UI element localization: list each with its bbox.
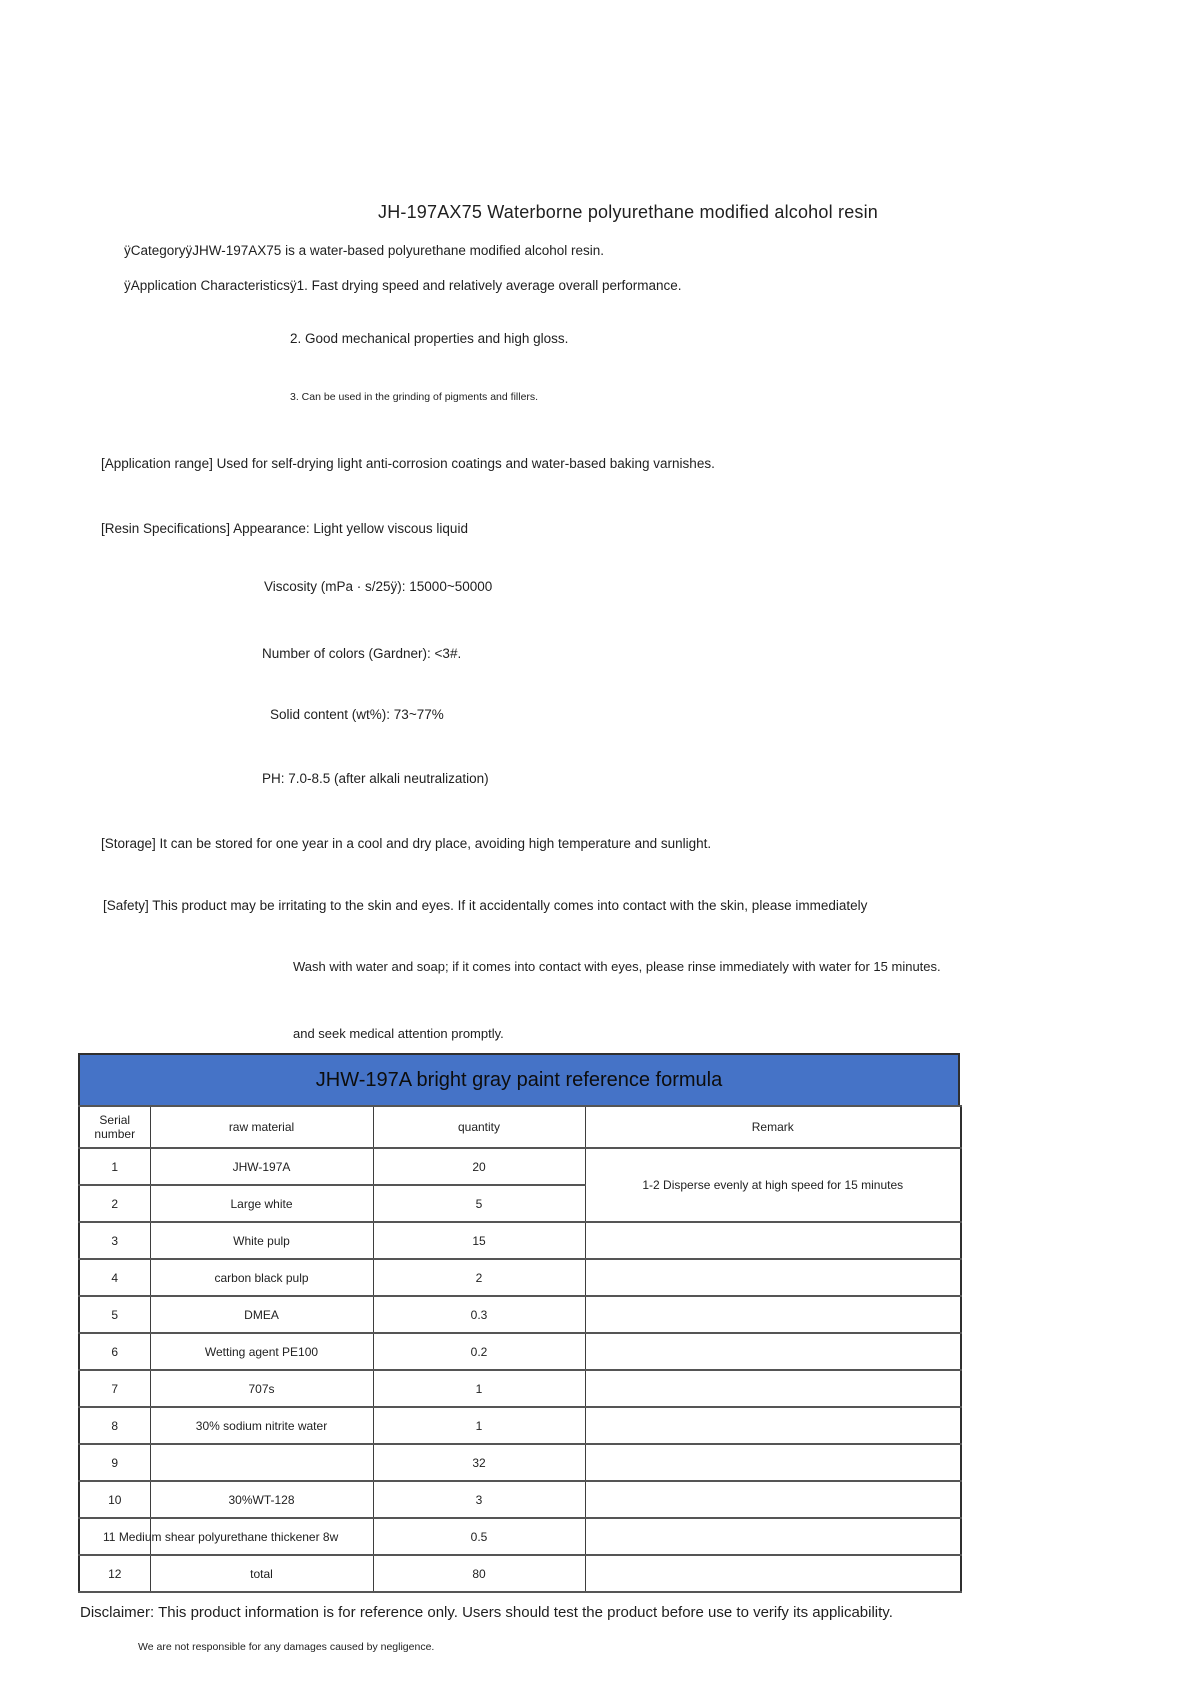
cell-material: JHW-197A — [150, 1148, 373, 1185]
cell-remark — [585, 1222, 961, 1259]
cell-quantity: 2 — [373, 1259, 585, 1296]
cell-serial: 5 — [79, 1296, 150, 1333]
cell-quantity: 0.5 — [373, 1518, 585, 1555]
cell-material: total — [150, 1555, 373, 1592]
cell-serial: 6 — [79, 1333, 150, 1370]
table-row — [79, 1222, 961, 1259]
table-row — [79, 1333, 961, 1370]
cell-material: 30% sodium nitrite water — [150, 1407, 373, 1444]
cell-material: carbon black pulp — [150, 1259, 373, 1296]
application-range-paragraph: [Application range] Used for self-drying light anti-corrosion coatings and water-based baking varnishes. — [101, 456, 715, 471]
formula-table-title: JHW-197A bright gray paint reference formula — [315, 1068, 723, 1091]
cell-remark-merged: 1-2 Disperse evenly at high speed for 15 minutes — [585, 1148, 961, 1222]
viscosity-spec: Viscosity (mPa · s/25ÿ): 15000~50000 — [264, 579, 493, 594]
header-remark: Remark — [585, 1106, 961, 1148]
cell-quantity: 0.3 — [373, 1296, 585, 1333]
cell-material: DMEA — [150, 1296, 373, 1333]
cell-material: White pulp — [150, 1222, 373, 1259]
table-row — [79, 1555, 961, 1592]
formula-header-row — [79, 1106, 961, 1148]
cell-material — [150, 1444, 373, 1481]
cell-serial: 1 — [79, 1148, 150, 1185]
cell-quantity: 20 — [373, 1148, 585, 1185]
cell-serial: 10 — [79, 1481, 150, 1518]
characteristic-3: 3. Can be used in the grinding of pigments and fillers. — [290, 391, 539, 403]
cell-material: 707s — [150, 1370, 373, 1407]
cell-remark — [585, 1518, 961, 1555]
header-raw-material: raw material — [150, 1106, 373, 1148]
table-row — [79, 1259, 961, 1296]
header-quantity: quantity — [373, 1106, 585, 1148]
table-row — [79, 1518, 961, 1555]
cell-serial: 4 — [79, 1259, 150, 1296]
safety-paragraph-line2: Wash with water and soap; if it comes into contact with eyes, please rinse immediately with water for 15 minutes. — [293, 959, 941, 974]
safety-paragraph-line3: and seek medical attention promptly. — [293, 1026, 504, 1041]
cell-material: Large white — [150, 1185, 373, 1222]
cell-remark — [585, 1259, 961, 1296]
cell-remark — [585, 1555, 961, 1592]
cell-serial: 2 — [79, 1185, 150, 1222]
cell-material: 30%WT-128 — [150, 1481, 373, 1518]
header-serial-number: Serial number — [79, 1106, 150, 1148]
cell-quantity: 80 — [373, 1555, 585, 1592]
cell-remark — [585, 1333, 961, 1370]
characteristic-2: 2. Good mechanical properties and high gloss. — [290, 331, 569, 346]
cell-quantity: 0.2 — [373, 1333, 585, 1370]
storage-paragraph: [Storage] It can be stored for one year in a cool and dry place, avoiding high temperature and sunlight. — [101, 836, 712, 851]
cell-remark — [585, 1444, 961, 1481]
cell-quantity: 15 — [373, 1222, 585, 1259]
formula-table — [78, 1105, 962, 1593]
disclaimer-subtext: We are not responsible for any damages caused by negligence. — [138, 1641, 435, 1653]
cell-serial: 7 — [79, 1370, 150, 1407]
table-row — [79, 1407, 961, 1444]
cell-quantity: 1 — [373, 1370, 585, 1407]
cell-serial-text: 11 — [103, 1529, 116, 1544]
cell-serial: 12 — [79, 1555, 150, 1592]
cell-quantity: 32 — [373, 1444, 585, 1481]
solid-content-spec: Solid content (wt%): 73~77% — [270, 707, 444, 722]
cell-serial-material-overflow — [79, 1518, 339, 1555]
category-paragraph: ÿCategoryÿJHW-197AX75 is a water-based polyurethane modified alcohol resin. — [124, 243, 605, 258]
table-row — [79, 1444, 961, 1481]
document-title: JH-197AX75 Waterborne polyurethane modified alcohol resin — [378, 202, 879, 222]
cell-material-text: Medium shear polyurethane thickener 8w — [118, 1529, 339, 1544]
resin-specifications-paragraph: [Resin Specifications] Appearance: Light yellow viscous liquid — [101, 521, 468, 536]
table-row — [79, 1296, 961, 1333]
color-number-spec: Number of colors (Gardner): <3#. — [262, 646, 462, 661]
cell-quantity: 3 — [373, 1481, 585, 1518]
table-row — [79, 1481, 961, 1518]
cell-remark — [585, 1407, 961, 1444]
cell-serial: 9 — [79, 1444, 150, 1481]
formula-table-title-bar — [78, 1053, 960, 1105]
cell-material: Wetting agent PE100 — [150, 1333, 373, 1370]
cell-serial: 3 — [79, 1222, 150, 1259]
cell-remark — [585, 1481, 961, 1518]
disclaimer-text: Disclaimer: This product information is for reference only. Users should test the product before use to verify its applicability. — [80, 1604, 893, 1621]
table-row — [79, 1370, 961, 1407]
ph-spec: PH: 7.0-8.5 (after alkali neutralization) — [262, 771, 489, 786]
formula-table-block — [78, 1053, 960, 1593]
table-row — [79, 1148, 961, 1185]
application-characteristics-paragraph: ÿApplication Characteristicsÿ1. Fast drying speed and relatively average overall performance. — [124, 278, 682, 293]
cell-quantity: 5 — [373, 1185, 585, 1222]
cell-remark — [585, 1296, 961, 1333]
safety-paragraph: [Safety] This product may be irritating to the skin and eyes. If it accidentally comes into contact with the skin, please immediately — [103, 898, 868, 913]
cell-quantity: 1 — [373, 1407, 585, 1444]
cell-remark — [585, 1370, 961, 1407]
cell-serial: 8 — [79, 1407, 150, 1444]
